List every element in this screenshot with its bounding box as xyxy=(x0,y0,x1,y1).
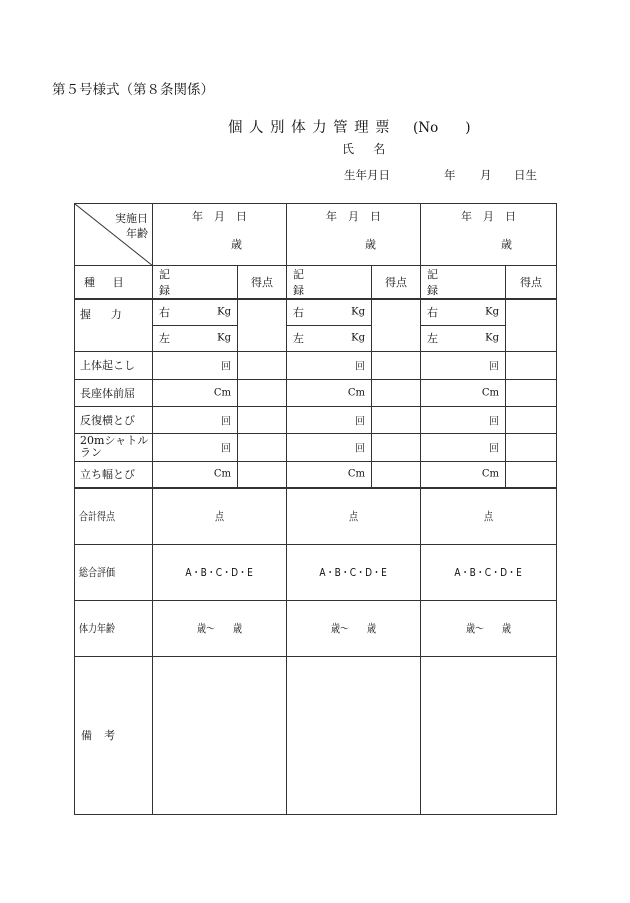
side-step-points-3 xyxy=(506,406,557,433)
shuttle-run-label-line2: ラン xyxy=(80,446,102,459)
event-column-header: 種目 xyxy=(75,266,153,300)
birth-day-label: 日生 xyxy=(514,168,537,182)
long-jump-record-1: Cm xyxy=(153,461,238,488)
sit-reach-record-3: Cm xyxy=(421,379,506,406)
fitness-age-3: 歳～ 歳 xyxy=(421,600,557,656)
points-header-1: 得点 xyxy=(238,266,287,300)
situp-points-1 xyxy=(238,351,287,379)
points-header-3: 得点 xyxy=(506,266,557,300)
grip-right-record-1: 右 Kg xyxy=(153,299,238,325)
situp-record-2: 回 xyxy=(287,351,372,379)
sit-reach-record-1: Cm xyxy=(153,379,238,406)
remarks-label: 備考 xyxy=(75,656,153,814)
shuttle-run-record-3: 回 xyxy=(421,433,506,461)
sit-reach-points-1 xyxy=(238,379,287,406)
implementation-date-label: 実施日 xyxy=(115,212,148,225)
shuttle-run-points-3 xyxy=(506,433,557,461)
date-field-1: 年 月 日 xyxy=(192,210,247,223)
side-step-record-1: 回 xyxy=(153,406,238,433)
date-field-2: 年 月 日 xyxy=(326,210,381,223)
side-step-record-3: 回 xyxy=(421,406,506,433)
sit-reach-record-2: Cm xyxy=(287,379,372,406)
grip-right-record-3: 右 Kg xyxy=(421,299,506,325)
situp-label: 上体起こし xyxy=(75,351,153,379)
diag-header-top xyxy=(115,212,148,242)
long-jump-points-3 xyxy=(506,461,557,488)
sit-reach-label: 長座体前屈 xyxy=(75,379,153,406)
total-points-1: 点 xyxy=(153,488,287,544)
side-step-label: 反復横とび xyxy=(75,406,153,433)
shuttle-run-record-1: 回 xyxy=(153,433,238,461)
date-age-cell-2 xyxy=(287,204,421,266)
grip-strength-label: 握力 xyxy=(75,299,153,351)
side-step-points-2 xyxy=(372,406,421,433)
long-jump-record-2: Cm xyxy=(287,461,372,488)
remarks-cell-3 xyxy=(421,656,557,814)
date-field-3: 年 月 日 xyxy=(461,210,516,223)
total-points-3: 点 xyxy=(421,488,557,544)
grip-points-3 xyxy=(506,299,557,351)
overall-evaluation-2: A・B・C・D・E xyxy=(287,544,421,600)
grip-left-record-2: 左 Kg xyxy=(287,325,372,351)
fitness-age-2: 歳～ 歳 xyxy=(287,600,421,656)
shuttle-run-label-line1: 20mシャトル xyxy=(80,433,149,447)
long-jump-points-2 xyxy=(372,461,421,488)
sit-reach-points-2 xyxy=(372,379,421,406)
shuttle-run-points-2 xyxy=(372,433,421,461)
date-age-cell-3 xyxy=(421,204,557,266)
birthdate-label: 生年月日 xyxy=(344,168,390,182)
situp-points-2 xyxy=(372,351,421,379)
shuttle-run-record-2: 回 xyxy=(287,433,372,461)
long-jump-label: 立ち幅とび xyxy=(75,461,153,488)
grip-right-record-2: 右 Kg xyxy=(287,299,372,325)
age-field-3: 歳 xyxy=(501,238,512,251)
side-step-record-2: 回 xyxy=(287,406,372,433)
diagonal-header-cell xyxy=(75,204,153,266)
remarks-cell-2 xyxy=(287,656,421,814)
long-jump-points-1 xyxy=(238,461,287,488)
shuttle-run-label xyxy=(75,433,153,461)
record-header-1: 記 録 xyxy=(153,266,238,300)
fitness-age-1: 歳～ 歳 xyxy=(153,600,287,656)
grip-points-1 xyxy=(238,299,287,351)
birth-month-label: 月 xyxy=(480,168,492,182)
fitness-age-label: 体力年齢 xyxy=(75,600,153,656)
record-header-2: 記 録 xyxy=(287,266,372,300)
grip-left-record-1: 左 Kg xyxy=(153,325,238,351)
sit-reach-points-3 xyxy=(506,379,557,406)
long-jump-record-3: Cm xyxy=(421,461,506,488)
overall-evaluation-3: A・B・C・D・E xyxy=(421,544,557,600)
total-points-2: 点 xyxy=(287,488,421,544)
record-number-label: (No ) xyxy=(413,120,471,136)
page-title: 個人別体力管理票 xyxy=(228,120,397,136)
birth-year-label: 年 xyxy=(444,168,456,182)
shuttle-run-points-1 xyxy=(238,433,287,461)
situp-points-3 xyxy=(506,351,557,379)
age-field-1: 歳 xyxy=(231,238,242,251)
age-field-2: 歳 xyxy=(365,238,376,251)
grip-left-record-3: 左 Kg xyxy=(421,325,506,351)
age-label: 年齢 xyxy=(126,226,148,240)
overall-evaluation-1: A・B・C・D・E xyxy=(153,544,287,600)
situp-record-1: 回 xyxy=(153,351,238,379)
grip-points-2 xyxy=(372,299,421,351)
form-number-label: 第５号様式（第８条関係） xyxy=(52,82,214,98)
total-points-label: 合計得点 xyxy=(75,488,153,544)
remarks-cell-1 xyxy=(153,656,287,814)
side-step-points-1 xyxy=(238,406,287,433)
situp-record-3: 回 xyxy=(421,351,506,379)
fitness-record-table xyxy=(74,203,557,815)
overall-evaluation-label: 総合評価 xyxy=(75,544,153,600)
points-header-2: 得点 xyxy=(372,266,421,300)
record-header-3: 記 録 xyxy=(421,266,506,300)
date-age-cell-1 xyxy=(153,204,287,266)
name-label: 氏名 xyxy=(342,142,405,156)
